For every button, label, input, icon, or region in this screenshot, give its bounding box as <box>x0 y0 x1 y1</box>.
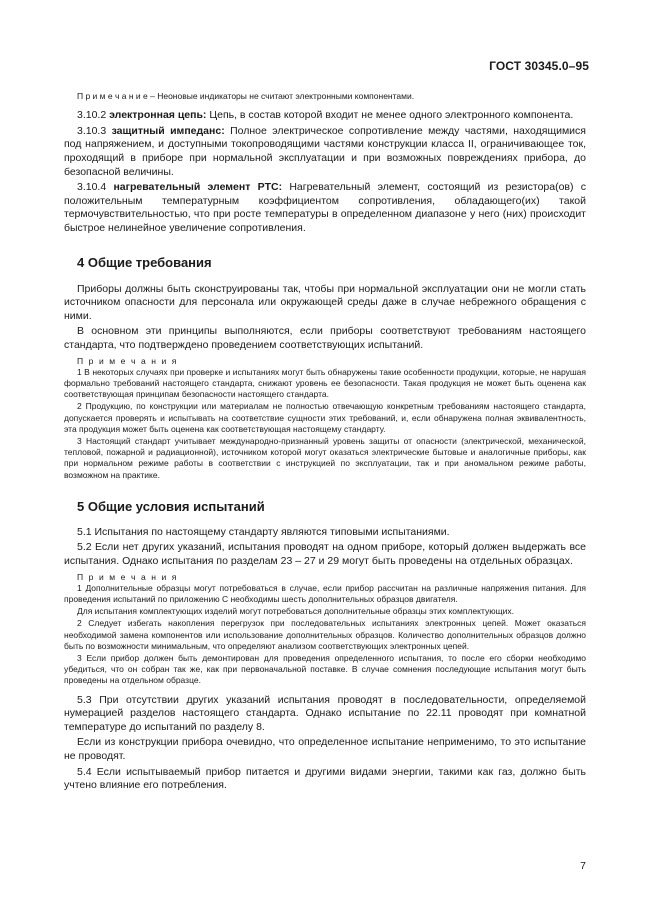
notes-label: П р и м е ч а н и я <box>77 355 179 366</box>
clause-5-3-continued: Если из конструкции прибора очевидно, что определенное испытание неприменимо, то это испытание не проводят. <box>64 736 586 762</box>
clause-number: 3.10.3 <box>77 124 112 137</box>
clause-term: электронная цепь: <box>109 109 207 122</box>
clause-5-4: 5.4 Если испытываемый прибор питается и другими видами энергии, такими как газ, должно быть учтено влияние его потребления. <box>64 765 586 792</box>
clause-term: защитный импеданс: <box>111 124 225 137</box>
clause-number: 3.10.2 <box>77 109 110 122</box>
section-4-heading: 4 Общие требования <box>77 254 212 270</box>
note-text: – Неоновые индикаторы не считают электронными компонентами. <box>147 91 415 101</box>
note-label: П р и м е ч а н и е <box>77 91 148 101</box>
section-5-note-3: 3 Если прибор должен быть демонтирован для проведения определенного испытания, то после его сборки необходимо убедиться, что он собран так же, как при первоначальной поставке. В случае сомнения последующие испытания могут быть проведены на отдельном образце. <box>64 652 586 686</box>
clause-term: нагревательный элемент PTC: <box>113 181 283 194</box>
section-5-heading: 5 Общие условия испытаний <box>77 498 265 514</box>
clause-3-10-4 <box>64 181 586 235</box>
section-5-note-1: 1 Дополнительные образцы могут потребоваться в случае, если прибор рассчитан на различные напряжения питания. Для проведения испытаний по приложению С необходимы шесть дополнительных образцов двигателя. <box>64 582 586 604</box>
clause-number: 3.10.4 <box>77 181 114 194</box>
clause-text: Полное электрическое сопротивление между частями, находящимися под напряжением, и доступными токопроводящими частями конструкции класса II, ограничивающее ток, проходящий в приборе при нормальной эксплуатации и при возможных повреждениях прибора, до безопасной величины. <box>64 124 586 178</box>
note-neon <box>64 91 586 102</box>
clause-text: Нагревательный элемент, состоящий из резистора(ов) с положительным температурным коэффициентом сопротивления, обладающего(их) такой термочувствительностью, что при росте температуры в определенном диапазоне у него (них) происходит быстрое нелинейное увеличение сопротивления. <box>64 181 586 234</box>
clause-5-2: 5.2 Если нет других указаний, испытания проводят на одном приборе, который должен выдержать все испытания. Однако испытания по разделам 23 – 27 и 29 могут быть проведены на отдельных образцах. <box>64 541 586 567</box>
clause-text: Цепь, в состав которой входит не менее одного электронного компонента. <box>206 109 574 122</box>
clause-3-10-3 <box>64 125 586 179</box>
section-4-paragraph-1: Приборы должны быть сконструированы так, чтобы при нормальной эксплуатации они не могли стать источником опасности для персонала или окружающей среды даже в случае небрежного обращения с ними. <box>64 282 586 322</box>
section-4-note-2: 2 Продукцию, по конструкции или материалам не полностью отвечающую конкретным требованиям настоящего стандарта, допускается проверять и испытывать на соответствие сущности этих требований, и, если обнаружена полная эквивалентность, эта продукция может быть оценена как соответствующая настоящему стандарту. <box>64 401 586 434</box>
standard-header: ГОСТ 30345.0–95 <box>489 59 589 73</box>
section-4-paragraph-2: В основном эти принципы выполняются, если приборы соответствуют требованиям настоящего стандарта, что подтверждено проведением соответствующих испытаний. <box>64 325 586 351</box>
clause-5-3: 5.3 При отсутствии других указаний испытания проводят в последовательности, определяемой нумерацией разделов настоящего стандарта. Однако испытание по 22.11 проводят при комнатной температуре до испытаний по разделу 8. <box>64 693 586 733</box>
section-4-note-3: 3 Настоящий стандарт учитывает международно-признанный уровень защиты от опасности (электрической, механической, тепловой, пожарной и радиационной), источником которой могут оказаться электрические бытовые и аналогичные приборы, как при нормальном режиме работы в соответствии с инструкцией по эксплуатации, так и при аномальном режиме работы, возможном на практике. <box>64 435 586 480</box>
section-5-note-1b: Для испытания комплектующих изделий могут потребоваться дополнительные образцы этих комплектующих. <box>77 606 514 617</box>
page-number: 7 <box>580 860 586 872</box>
section-4-note-1: 1 В некоторых случаях при проверке и испытаниях могут быть обнаружены такие особенности продукции, которые, не нарушая формально требований настоящего стандарта, снижают уровень ее безопасности. Такая продукция не может быть оценена как соответствующая принципам безопасности настоящего стандарта. <box>64 366 586 400</box>
clause-5-1: 5.1 Испытания по настоящему стандарту являются типовыми испытаниями. <box>77 525 450 538</box>
notes-label: П р и м е ч а н и я <box>77 571 179 582</box>
clause-3-10-2 <box>64 109 586 123</box>
section-5-note-2: 2 Следует избегать накопления перегрузок при последовательных испытаниях электронных цепей. Может оказаться необходимой замена компонентов или использование дополнительных образцов. Количество дополнительных образцов должно быть по возможности минимальным, что определяют анализом соответствующих электронных цепей. <box>64 618 586 651</box>
page-content <box>64 91 586 795</box>
